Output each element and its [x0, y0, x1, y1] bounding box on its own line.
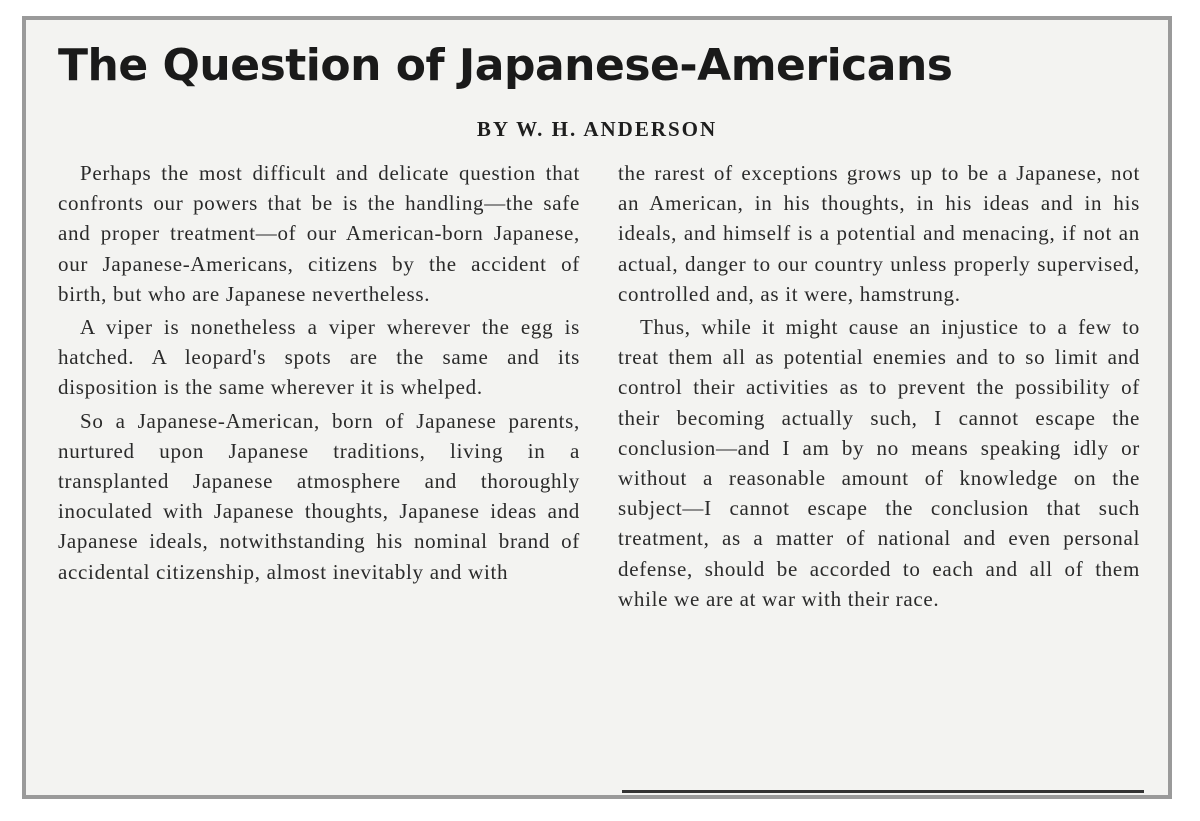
paragraph: the rarest of exceptions grows up to be a Japanese, not an American, in his thoughts, in his ideas and in his ideals, and himself is a potential and menacing, if not an actual, danger to our country unless properly supervised, controlled and, as it were, hamstrung. [618, 161, 1140, 306]
byline: BY W. H. ANDERSON [476, 117, 718, 141]
column-rule [622, 790, 1144, 793]
paragraph: Thus, while it might cause an injustice to a few to treat them all as potential enemies and to so limit and control their activities as to prevent the possibility of their becoming actually such, I cannot escape the conclusion—and I am by no means speaking idly or without a reasonable amount of knowledge on the subject—I cannot escape the conclusion that such treatment, as a matter of national and even personal defense, should be accorded to each and all of them while we are at war with their race. [618, 315, 1140, 611]
headline: The Question of Japanese-Americans [58, 40, 953, 91]
paragraph: Perhaps the most difficult and delicate question that confronts our powers that be is the handling—the safe and proper treatment—of our American-born Japanese, our Japanese-Americans, citizens by the accident of birth, but who are Japanese nevertheless. [58, 161, 580, 306]
right-column [618, 158, 1140, 617]
paragraph: So a Japanese-American, born of Japanese parents, nurtured upon Japanese traditions, living in a transplanted Japanese atmosphere and thoroughly inoculated with Japanese thoughts, Japanese ideas and Japanese ideals, notwithstanding his nominal brand of accidental citizenship, almost inevitably and with [58, 408, 580, 584]
left-column [58, 158, 580, 590]
paragraph: A viper is nonetheless a viper wherever the egg is hatched. A leopard's spots are the same and its disposition is the same wherever it is whelped. [58, 315, 580, 400]
article-clipping [22, 16, 1172, 799]
